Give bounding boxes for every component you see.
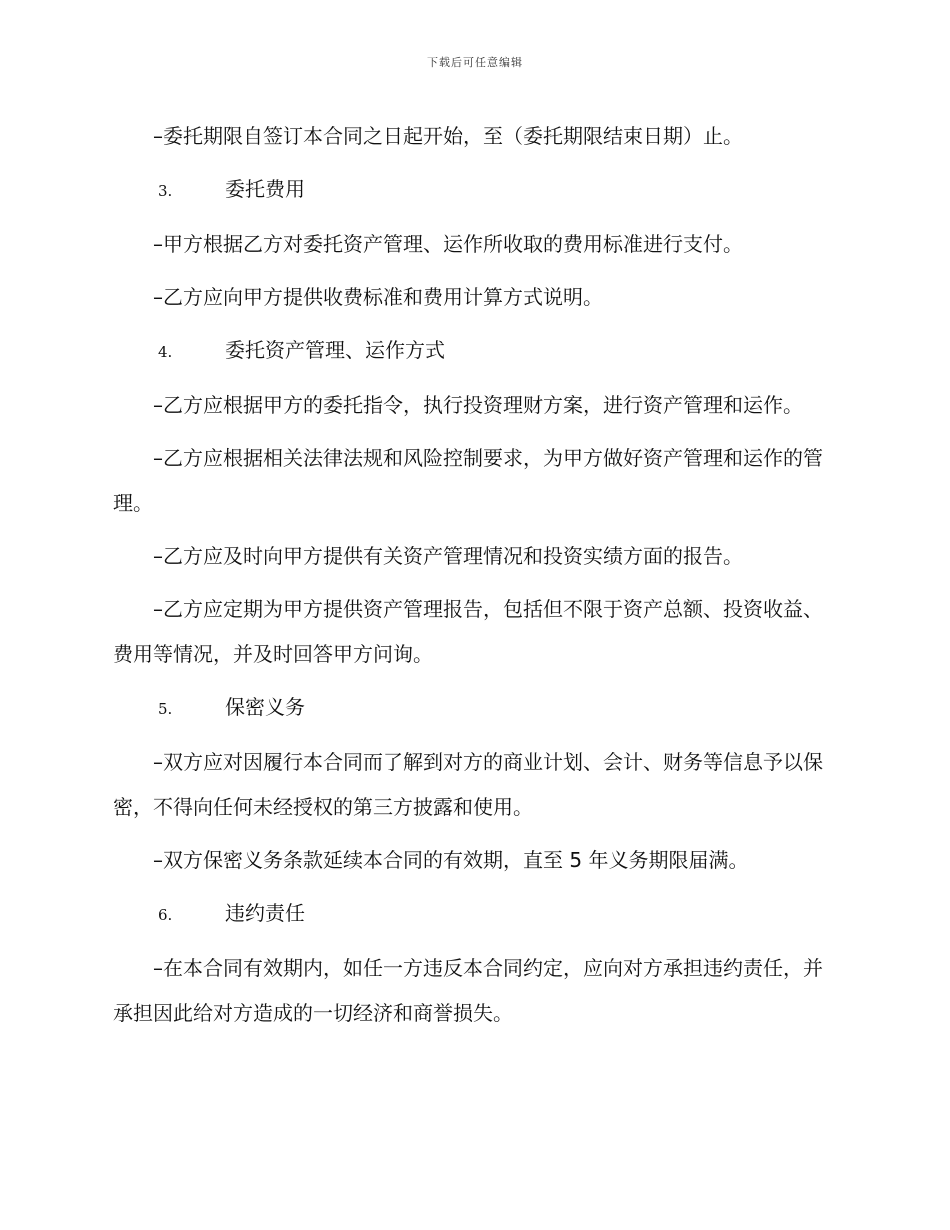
paragraph: –在本合同有效期内，如任一方违反本合同约定，应向对方承担违约责任，并承担因此给对方造成的一切经济和商誉损失。 (113, 956, 823, 1025)
section-title: 违约责任 (225, 901, 305, 925)
section-number: 3. (158, 182, 173, 200)
paragraph: –乙方应及时向甲方提供有关资产管理情况和投资实绩方面的报告。 (153, 544, 743, 568)
section-title: 保密义务 (225, 695, 305, 719)
section-number: 6. (158, 906, 173, 924)
paragraph: –乙方应根据相关法律法规和风险控制要求，为甲方做好资产管理和运作的管理。 (113, 446, 823, 515)
section-heading (113, 167, 823, 214)
paragraph: –双方应对因履行本合同而了解到对方的商业计划、会计、财务等信息予以保密，不得向任何未经授权的第三方披露和使用。 (113, 750, 823, 819)
paragraph: –甲方根据乙方对委托资产管理、运作所收取的费用标准进行支付。 (153, 232, 743, 256)
paragraph: –委托期限自签订本合同之日起开始，至（委托期限结束日期）止。 (153, 124, 743, 148)
paragraph: –双方保密义务条款延续本合同的有效期，直至 5 年义务期限届满。 (153, 848, 749, 872)
paragraph: –乙方应定期为甲方提供资产管理报告，包括但不限于资产总额、投资收益、费用等情况，并及时回答甲方问询。 (113, 597, 823, 666)
paragraph: –乙方应向甲方提供收费标准和费用计算方式说明。 (153, 285, 603, 309)
document-body (113, 114, 823, 1044)
section-heading (113, 328, 823, 375)
page-header: 下载后可任意编辑 (427, 56, 523, 69)
section-title: 委托费用 (225, 177, 305, 201)
section-heading (113, 891, 823, 938)
section-number: 5. (158, 700, 173, 718)
section-title: 委托资产管理、运作方式 (225, 338, 445, 362)
section-heading (113, 685, 823, 732)
section-number: 4. (158, 343, 173, 361)
paragraph: –乙方应根据甲方的委托指令，执行投资理财方案，进行资产管理和运作。 (153, 393, 803, 417)
